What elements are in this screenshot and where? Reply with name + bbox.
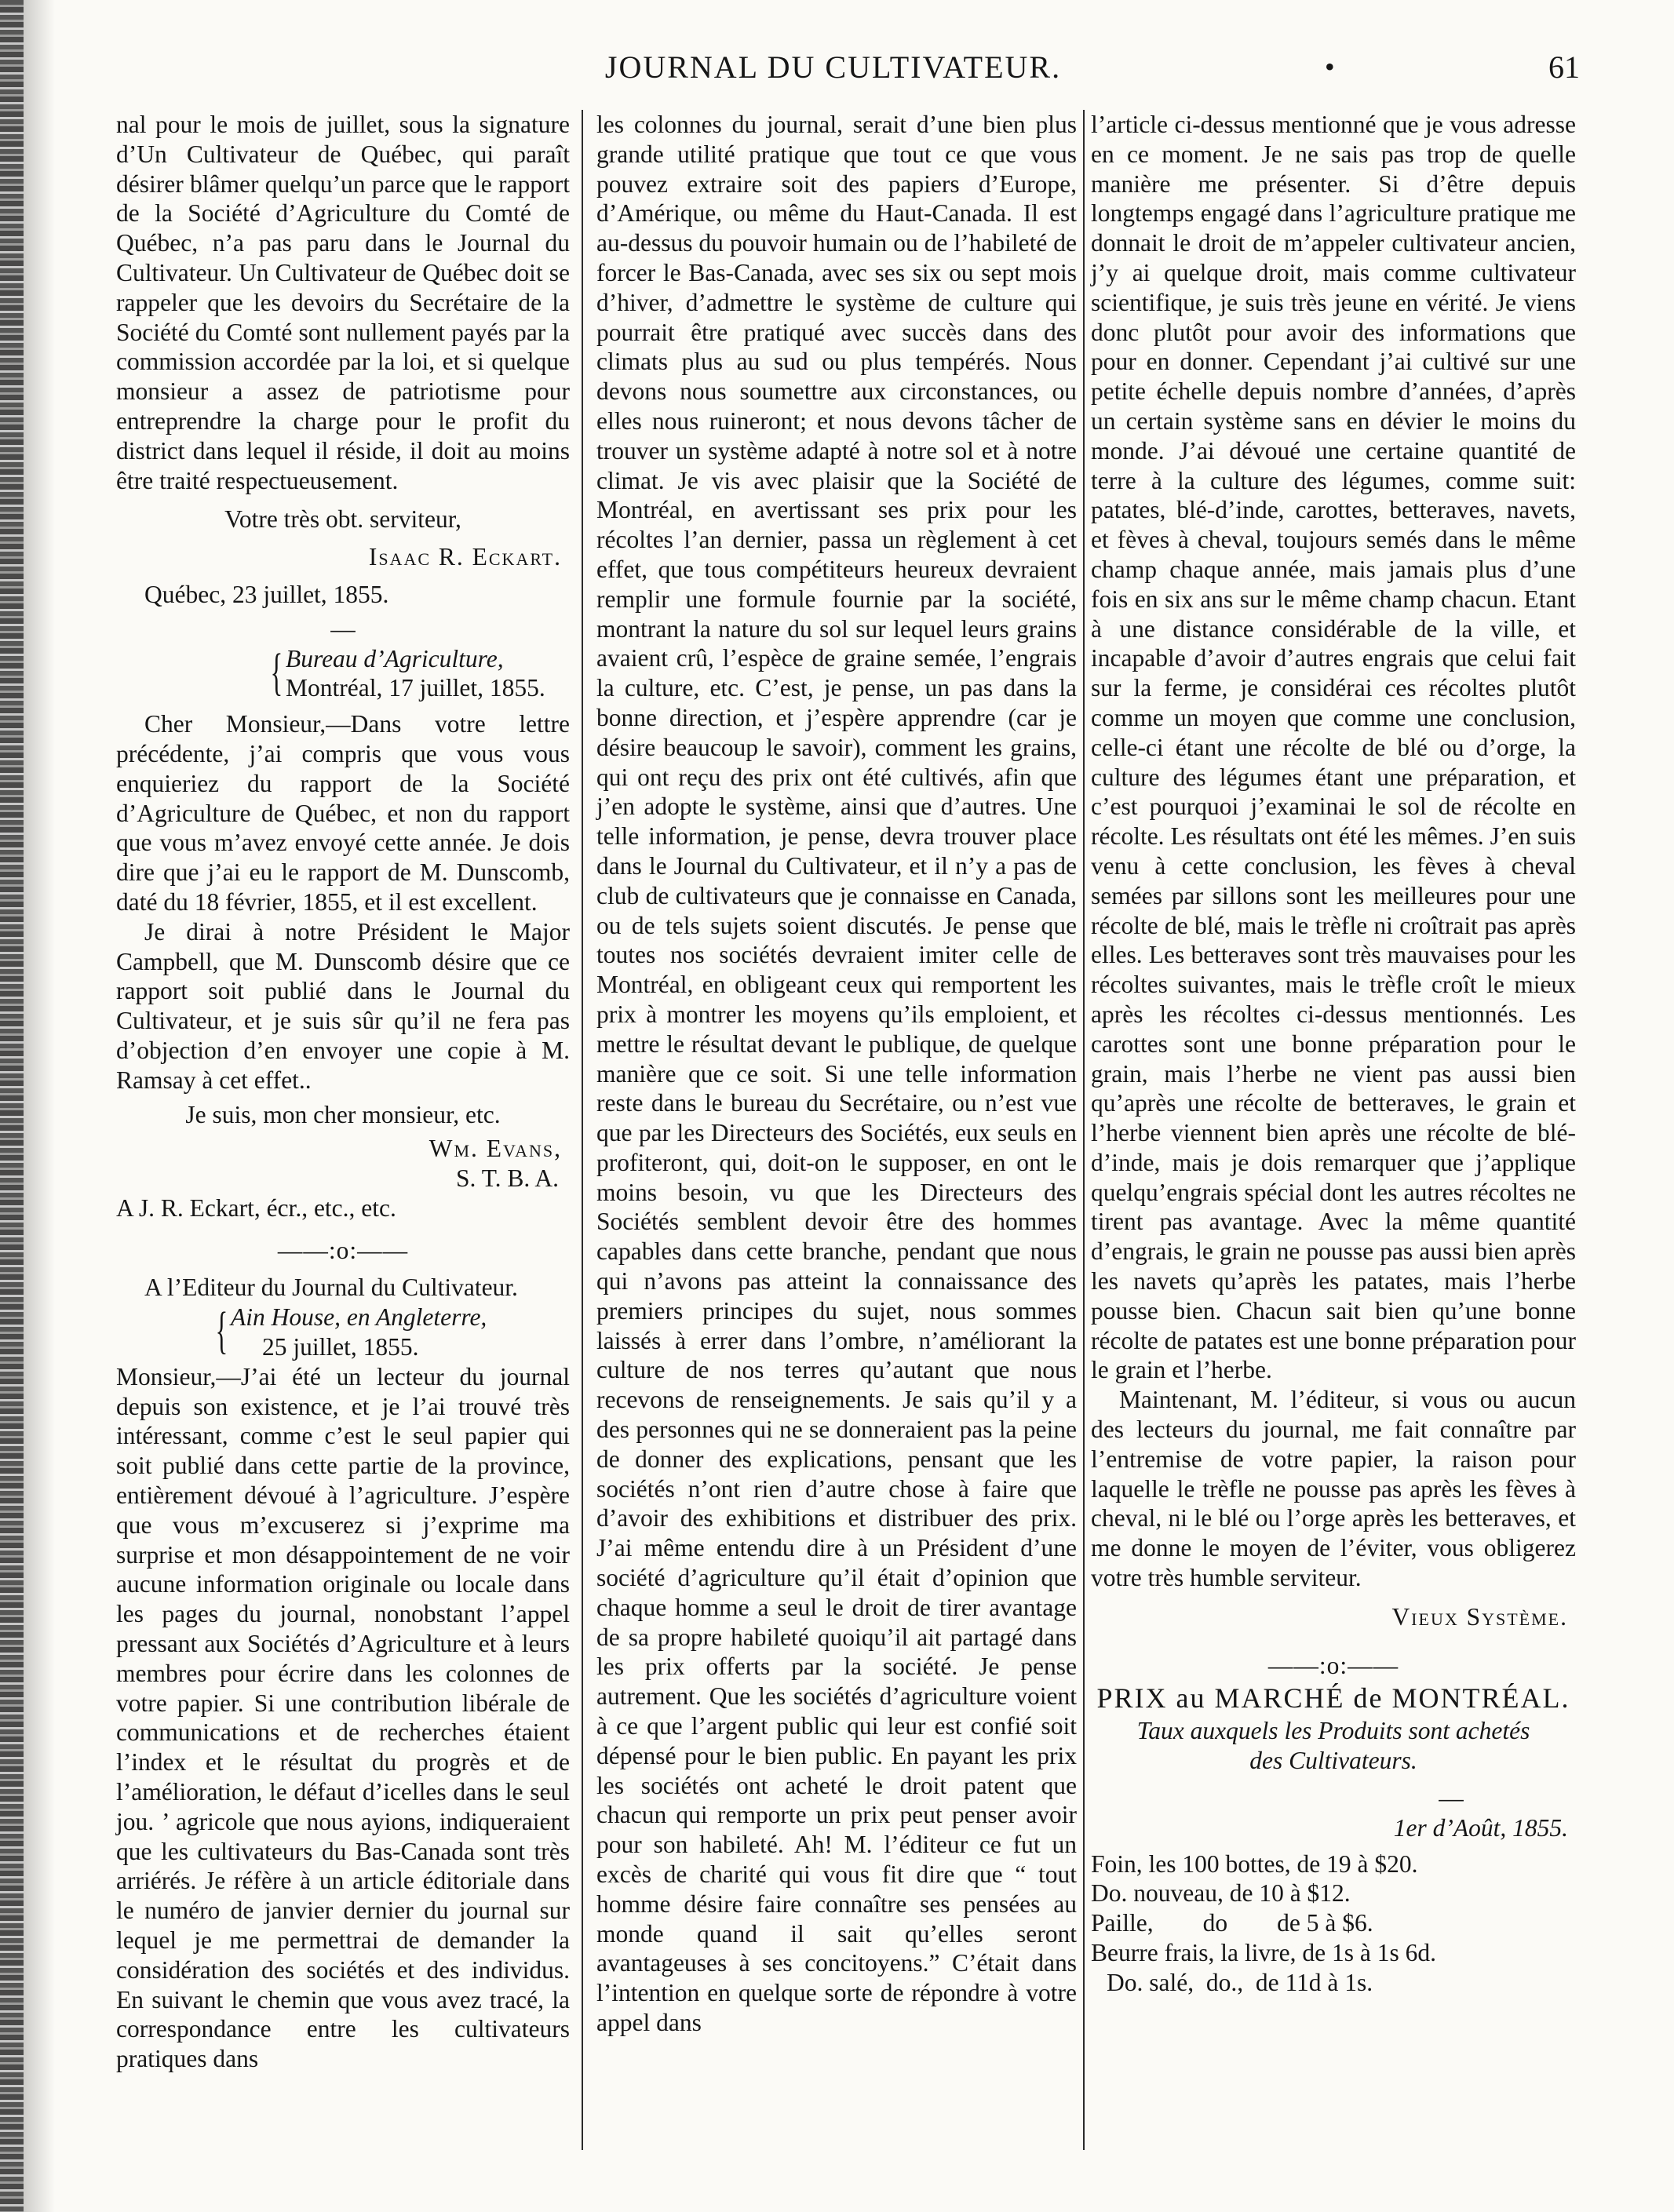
letterhead-line: 25 juillet, 1855.: [262, 1333, 419, 1361]
signature-title: S. T. B. A.: [456, 1164, 559, 1193]
paragraph: Monsieur,—J’ai été un lecteur du journal depuis son existence, et je l’ai trouvé très intéressant, comme c’est le seul papier qui soit publié dans cette partie de la province, entièrement dévoué à l’agriculture. J’espère que vous m’excuserez si j’exprime ma surprise et mon désappointement de ne voir aucune information originale ou locale dans les pages du journal, nonobstant l’appel pressant aux Sociétés d’Agriculture et à leurs membres pour écrire dans les colonnes de votre papier. Si une contribution libérale de communications et de recherches étaient l’index et le résultat du progrès et de l’amélioration, le défaut d’icelles dans le seul jou. ’ agricole que nous ayions, indiqueraient que les cultivateurs du Bas-Canada sont très arriérés. Je réfère à un article éditoriale dans le numéro de janvier dernier du journal sur lequel je me permettrai de demander la considération des sociétés et des individus. En suivant le chemin que vous avez tracé, la correspondance entre les cultivateurs pratiques dans: [116, 1362, 570, 2073]
signature: Isaac R. Eckart.: [368, 543, 562, 571]
to-editor-line: A l’Editeur du Journal du Cultivateur.: [144, 1274, 518, 1302]
paragraph: Cher Monsieur,—Dans votre lettre précédente, j’ai compris que vous vous enquieriez du rapport de la Société d’Agriculture de Québec, et non du rapport que vous m’avez envoyé cette année. Je dois dire que j’ai eu le rapport de M. Dunscomb, daté du 18 février, 1855, et il est excellent.: [116, 710, 570, 916]
market-subtitle: des Cultivateurs.: [1249, 1747, 1417, 1775]
closing: Je suis, mon cher monsieur, etc.: [185, 1100, 501, 1128]
brace-glyph: {: [215, 1302, 228, 1360]
place-date: Québec, 23 juillet, 1855.: [144, 580, 389, 608]
page-number: 61: [1548, 49, 1580, 85]
price-line: Paille, do de 5 à $6.: [1091, 1909, 1373, 1937]
column-3: [1091, 110, 1576, 1998]
paragraph: Je dirai à notre Président le Major Campbell, que M. Dunscomb désire que ce rapport soit publié dans le Journal du Cultivateur, et je suis sûr qu’il ne fera pas d’objection d’en envoyer une copie à M. Ramsay à cet effet..: [116, 917, 570, 1094]
signature: Vieux Système.: [1391, 1602, 1568, 1631]
ornament-separator: ——:o:——: [1267, 1651, 1399, 1679]
price-line: Beurre frais, la livre, de 1s à 1s 6d.: [1091, 1939, 1436, 1967]
paragraph: nal pour le mois de juillet, sous la signature d’Un Cultivateur de Québec, qui paraît désirer blâmer quelqu’un parce que le rapport de la Société d’Agriculture du Comté de Québec, n’a pas paru dans le Journal du Cultivateur. Un Cultivateur de Québec doit se rappeler que les devoirs du Secrétaire de la Société du Comté sont nullement payés par la commission accordée par la loi, et si quelque monsieur a assez de patriotisme pour entreprendre la charge pour le profit du district dans lequel il réside, il doit au moins être traité respectueusement.: [116, 111, 570, 494]
paragraph: les colonnes du journal, serait d’une bien plus grande utilité pratique que tout ce que vous pouvez extraire soit des papiers d’Europe, d’Amérique, ou même du Haut-Canada. Il est au-dessus du pouvoir humain ou de l’habileté de forcer le Bas-Canada, avec ses six ou sept mois d’hiver, d’admettre le système de culture qui pourrait être pratiqué avec succès dans des climats plus au sud ou plus tempérés. Nous devons nous soumettre aux circonstances, ou elles nous ruineront; et nous devons tâcher de trouver un système adapté à notre sol et à notre climat. Je vis avec plaisir que la Société de Montréal, en avertissant ses prix pour les récoltes l’an dernier, passa un règlement à cet effet, que tous compétiteurs heureux devraient remplir une formule fournie par la société, montrant la nature du sol sur lequel leurs grains avaient crû, l’espèce de graine semée, l’engrais la culture, etc. C’est, je pense, un pas dans la bonne direction, et j’espère apprendre (car je désire beaucoup le savoir), comment les grains, qui ont reçu des prix ont été cultivés, afin que j’en adopte le système, ainsi que d’autres. Une telle information, je pense, devra trouver place dans le Journal du Cultivateur, et il n’y a pas de club de cultivateurs que je connaisse en Canada, ou de tels sujets soient discutés. Je pense que toutes nos sociétés devraient imiter celle de Montréal, en obligeant ceux qui remportent les prix à montrer les moyens qu’ils emploient, et mettre le résultat devant le publique, de quelque manière que ce soit. Si une telle information reste dans le bureau du Secrétaire, ou n’est vue que par les Directeurs des Sociétés, eux seuls en profiteront, qui, doit-on le supposer, en ont le moins besoin, vu que les Directeurs des Sociétés semblent devoir être des hommes capables dans cette branche, pendant que nous qui n’avons pas atteint la connaissance des premiers principes du sujet, nous sommes laissés à errer dans l’ombre, n’améliorant la culture de nos terres qu’autant que nous recevons de renseignements. Je sais qu’il y a des personnes qui ne se donneraient pas la peine de donner des explications, pensant que les sociétés n’ont rien d’autre chose à faire que d’avoir des exhibitions et distribuer des prix. J’ai même entendu dire à un Président d’une société d’agriculture qu’il était d’opinion que chaque homme a seul le droit de tirer avantage de sa propre habileté quoiqu’il ait partagé dans les prix offerts par la société. Je pense autrement. Que les sociétés d’agriculture voient à ce que l’argent public qui leur est confié soit dépensé pour le bien public. En payant les prix les sociétés ont acheté le droit patent que chacun qui remporte un prix peut penser avoir pour son habileté. Ah! M. l’éditeur ce fut un excès de charité qui vous fit dire que “ tout homme désire faire connaître ses pensées au monde quand il sait qu’elles seront avantageuses à ses concitoyens.” C’était dans l’intention en quelque sorte de répondre à votre appel dans: [596, 111, 1077, 2036]
column-2: [596, 110, 1077, 2038]
letterhead-line: Ain House, en Angleterre,: [231, 1303, 487, 1332]
ornament-separator: ——:o:——: [277, 1236, 409, 1264]
market-title: PRIX au MARCHÉ de MONTRÉAL.: [1096, 1682, 1570, 1715]
column-rule-right: [1083, 110, 1085, 2150]
dash-separator: —: [1439, 1784, 1464, 1813]
column-1: [116, 110, 570, 2074]
journal-title: JOURNAL DU CULTIVATEUR.: [604, 49, 1062, 85]
letterhead: [116, 1303, 570, 1362]
closing: Votre très obt. serviteur,: [224, 505, 461, 534]
binding-shadow: [24, 0, 55, 2212]
price-line: Do. salé, do., de 11d à 1s.: [1107, 1968, 1373, 1996]
letterhead-line: Bureau d’Agriculture,: [286, 644, 504, 672]
price-line: Do. nouveau, de 10 à $12.: [1091, 1879, 1351, 1908]
header-dot: •: [1325, 51, 1335, 82]
market-date: 1er d’Août, 1855.: [1393, 1813, 1568, 1842]
dash-separator: —: [330, 614, 356, 643]
paragraph: Maintenant, M. l’éditeur, si vous ou aucun des lecteurs du journal, me fait connaître par l’entremise de votre papier, la raison pour laquelle le trèfle ne pousse pas après les fèves à cheval, ni le blé ou l’orge après les betteraves, et me donne le moyen de l’éviter, vous obligerez votre très humble serviteur.: [1091, 1386, 1576, 1592]
binding-edge: [0, 0, 24, 2212]
brace-glyph: {: [270, 643, 283, 701]
addressee: A J. R. Eckart, écr., etc., etc.: [116, 1193, 396, 1222]
market-subtitle: Taux auxquels les Produits sont achetés: [1136, 1717, 1530, 1745]
paragraph: l’article ci-dessus mentionné que je vous adresse en ce moment. Je ne sais pas trop de quelle manière me présenter. Si d’être depuis longtemps engagé dans l’agriculture pratique me donnait le droit de m’appeler cultivateur ancien, j’y ai quelque droit, mais comme cultivateur scientifique, je suis très jeune en vérité. Je viens donc plutôt pour avoir des informations que pour en donner. Cependant j’ai cultivé sur une petite échelle depuis nombre d’années, d’après un certain système sans en dévier le moins du monde. J’ai dévoué une certaine quantité de terre à la culture des légumes, comme suit: patates, blé-d’inde, carottes, betteraves, navets, et fèves à cheval, toujours semés dans le même champ chaque année, mais jamais plus d’une fois en six ans sur le même champ chacun. Etant à une distance considérable de la ville, et incapable d’avoir d’autres engrais que celui fait sur la ferme, je considérai ces récoltes plutôt comme un moyen que comme une conclusion, celle-ci étant une récolte de blé ou d’orge, la culture des légumes étant une préparation, et c’est pourquoi j’examinai le sol de récolte en récolte. Les résultats ont été les mêmes. J’en suis venu à cette conclusion, les fèves à cheval semées par sillons sont les meilleures pour une récolte de blé, mais le trèfle ni croîtrait pas après elles. Les betteraves sont très mauvaises pour les récoltes suivantes, mais le trèfle croît le mieux après les récoltes ci-dessus mentionnés. Les carottes sont une bonne préparation pour le grain, mais l’herbe ne vient pas aussi bien qu’après une récolte de betteraves, le grain et l’herbe viennent bien après une récolte de blé-d’inde, mais je dois remarquer que j’applique quelqu’engrais spécial dont les autres récoltes ne tirent pas avantage. Avec la même quantité d’engrais, le grain ne pousse pas aussi bien après les navets qu’après les patates, mais l’herbe pousse bien. Chacun sait bien qu’une bonne récolte de patates est une bonne préparation pour le grain et l’herbe.: [1091, 111, 1576, 1384]
price-line: Foin, les 100 bottes, de 19 à $20.: [1091, 1849, 1418, 1878]
signature: Wm. Evans,: [429, 1135, 562, 1163]
running-header: [110, 49, 1580, 96]
column-rule-left: [582, 110, 583, 2150]
letterhead-line: Montréal, 17 juillet, 1855.: [286, 674, 545, 702]
letterhead: [116, 644, 570, 704]
